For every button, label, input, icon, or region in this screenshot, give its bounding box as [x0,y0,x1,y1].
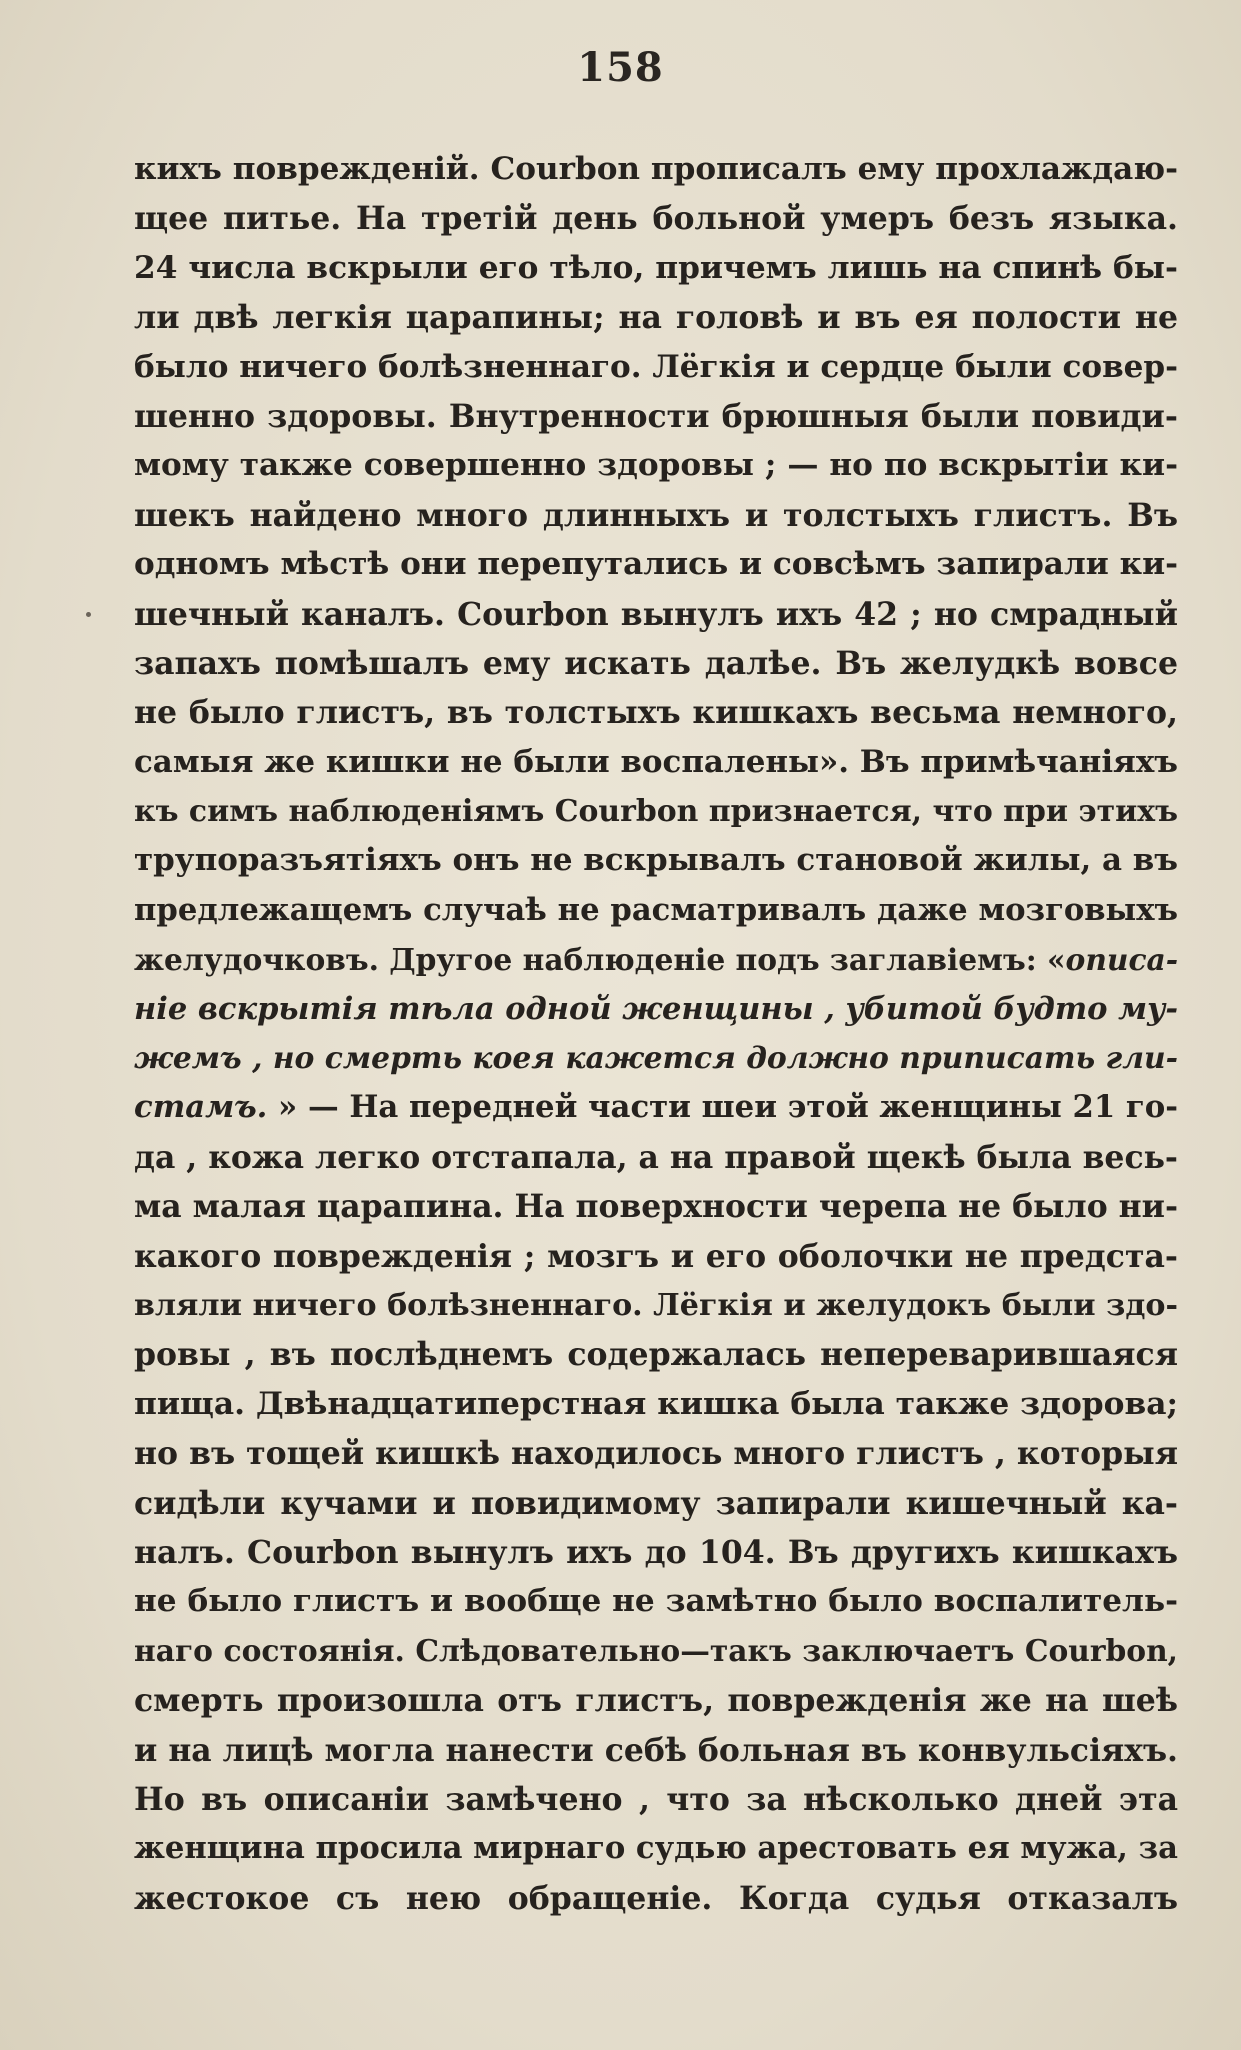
text-line [134,836,1178,885]
line-text: пища. Двѣнадцатиперстная кишка была также здорова; [134,1385,1178,1422]
line-text: сидѣли кучами и повидимому запирали кишечный ка- [134,1484,1178,1522]
line-text: къ симъ наблюденіямъ Courbon признается, что при этихъ [134,794,1178,830]
line-text: шенно здоровы. Внутренности брюшныя были повиди- [134,397,1178,435]
body-text [134,145,1178,1923]
text-line [134,1627,1178,1676]
line-text: не было глистъ, въ толстыхъ кишкахъ весьма немного, [134,694,1178,732]
page-number: 158 [577,44,664,91]
line-text: было ничего болѣзненнаго. Лёгкія и сердце были совер- [134,348,1178,385]
text-line [134,244,1178,293]
line-text: смерть произошла отъ глистъ, поврежденія же на шеѣ [134,1682,1178,1720]
line-text: да , кожа легко отстапала, а на правой щекѣ была весь- [134,1138,1178,1176]
text-line [134,293,1178,342]
line-text: желудочковъ. Другое наблюденіе подъ заглавіемъ: « [134,942,1066,978]
text-line [134,491,1178,540]
text-line [134,1034,1178,1083]
text-line [134,1133,1178,1182]
text-line [134,441,1178,490]
line-text: одномъ мѣстѣ они перепутались и совсѣмъ запирали ки- [134,546,1178,583]
text-line [134,343,1178,392]
italic-text: ніе вскрытія тѣла одной женщины , убитой будто му- [134,990,1178,1027]
text-line [134,1232,1178,1281]
line-text: мому также совершенно здоровы ; — но по вскрытіи ки- [134,447,1178,484]
line-text: шечный каналъ. Courbon вынулъ ихъ 42 ; но смрадный [134,595,1178,633]
line-text: женщина просила мирнаго судью арестовать ея мужа, за [134,1830,1178,1867]
text-line [134,540,1178,589]
line-text: самыя же кишки не были воспалены». Въ примѣчаніяхъ [134,743,1178,780]
text-line [134,1429,1178,1478]
line-text: вляли ничего болѣзненнаго. Лёгкія и желудокъ были здо- [134,1287,1178,1323]
text-line [134,1281,1178,1330]
line-text: ровы , въ послѣднемъ содержалась непереварившаяся [134,1336,1178,1374]
line-text: ма малая царапина. На поверхности черепа не было ни- [134,1188,1178,1226]
text-line [134,1528,1178,1577]
italic-text: описа- [1065,942,1178,978]
text-line [134,194,1178,243]
line-text: трупоразъятіяхъ онъ не вскрывалъ становой жилы, а въ [134,842,1178,879]
line-text: щее питье. На третій день больной умеръ безъ языка. [134,200,1178,238]
line-text: кихъ поврежденій. Courbon прописалъ ему прохлаждаю- [134,151,1178,187]
line-text: Но въ описаніи замѣчено , что за нѣсколько дней эта [134,1780,1178,1818]
line-text: жестокое съ нею обращеніе. Когда судья отказалъ [134,1879,1178,1917]
text-line [134,1874,1178,1923]
text-line [134,1824,1178,1873]
text-line [134,886,1178,935]
text-line [134,738,1178,787]
text-line [134,935,1178,984]
text-line [134,787,1178,836]
text-line [134,1775,1178,1824]
line-text: какого поврежденія ; мозгъ и его оболочки не предста- [134,1237,1178,1275]
line-text: но въ тощей кишкѣ находилось много глистъ , которыя [134,1435,1178,1473]
line-text: налъ. Courbon вынулъ ихъ до 104. Въ другихъ кишкахъ [134,1533,1178,1571]
text-line [134,1479,1178,1528]
italic-text: жемъ , но смерть коея кажется должно приписать гли- [134,1041,1178,1077]
margin-speck [86,612,91,617]
text-line [134,688,1178,737]
text-line [134,392,1178,441]
line-text: не было глистъ и вообще не замѣтно было воспалитель- [134,1583,1178,1620]
text-line [134,1726,1178,1775]
line-text: и на лицѣ могла нанести себѣ больная въ конвульсіяхъ. [134,1731,1178,1769]
line-text: » — На передней части шеи этой женщины 21 го- [267,1089,1178,1126]
text-line [134,1083,1178,1132]
line-text: ли двѣ легкія царапины; на головѣ и въ ея полости не [134,299,1178,337]
line-text: наго состоянія. Слѣдовательно—такъ заключаетъ Courbon, [134,1633,1178,1669]
text-line [134,1577,1178,1626]
line-text: предлежащемъ случаѣ не расматривалъ даже мозговыхъ [134,891,1178,928]
text-line [134,1380,1178,1429]
line-text: запахъ помѣшалъ ему искать далѣе. Въ желудкѣ вовсе [134,644,1178,682]
text-line [134,639,1178,688]
italic-text: стамъ. [134,1089,268,1126]
line-text: 24 числа вскрыли его тѣло, причемъ лишь на спинѣ бы- [134,249,1178,286]
text-line [134,1676,1178,1725]
text-line [134,590,1178,639]
text-line [134,1330,1178,1379]
text-line [134,145,1178,194]
text-line [134,1182,1178,1231]
line-text: шекъ найдено много длинныхъ и толстыхъ глистъ. Въ [134,496,1178,534]
text-line [134,985,1178,1034]
